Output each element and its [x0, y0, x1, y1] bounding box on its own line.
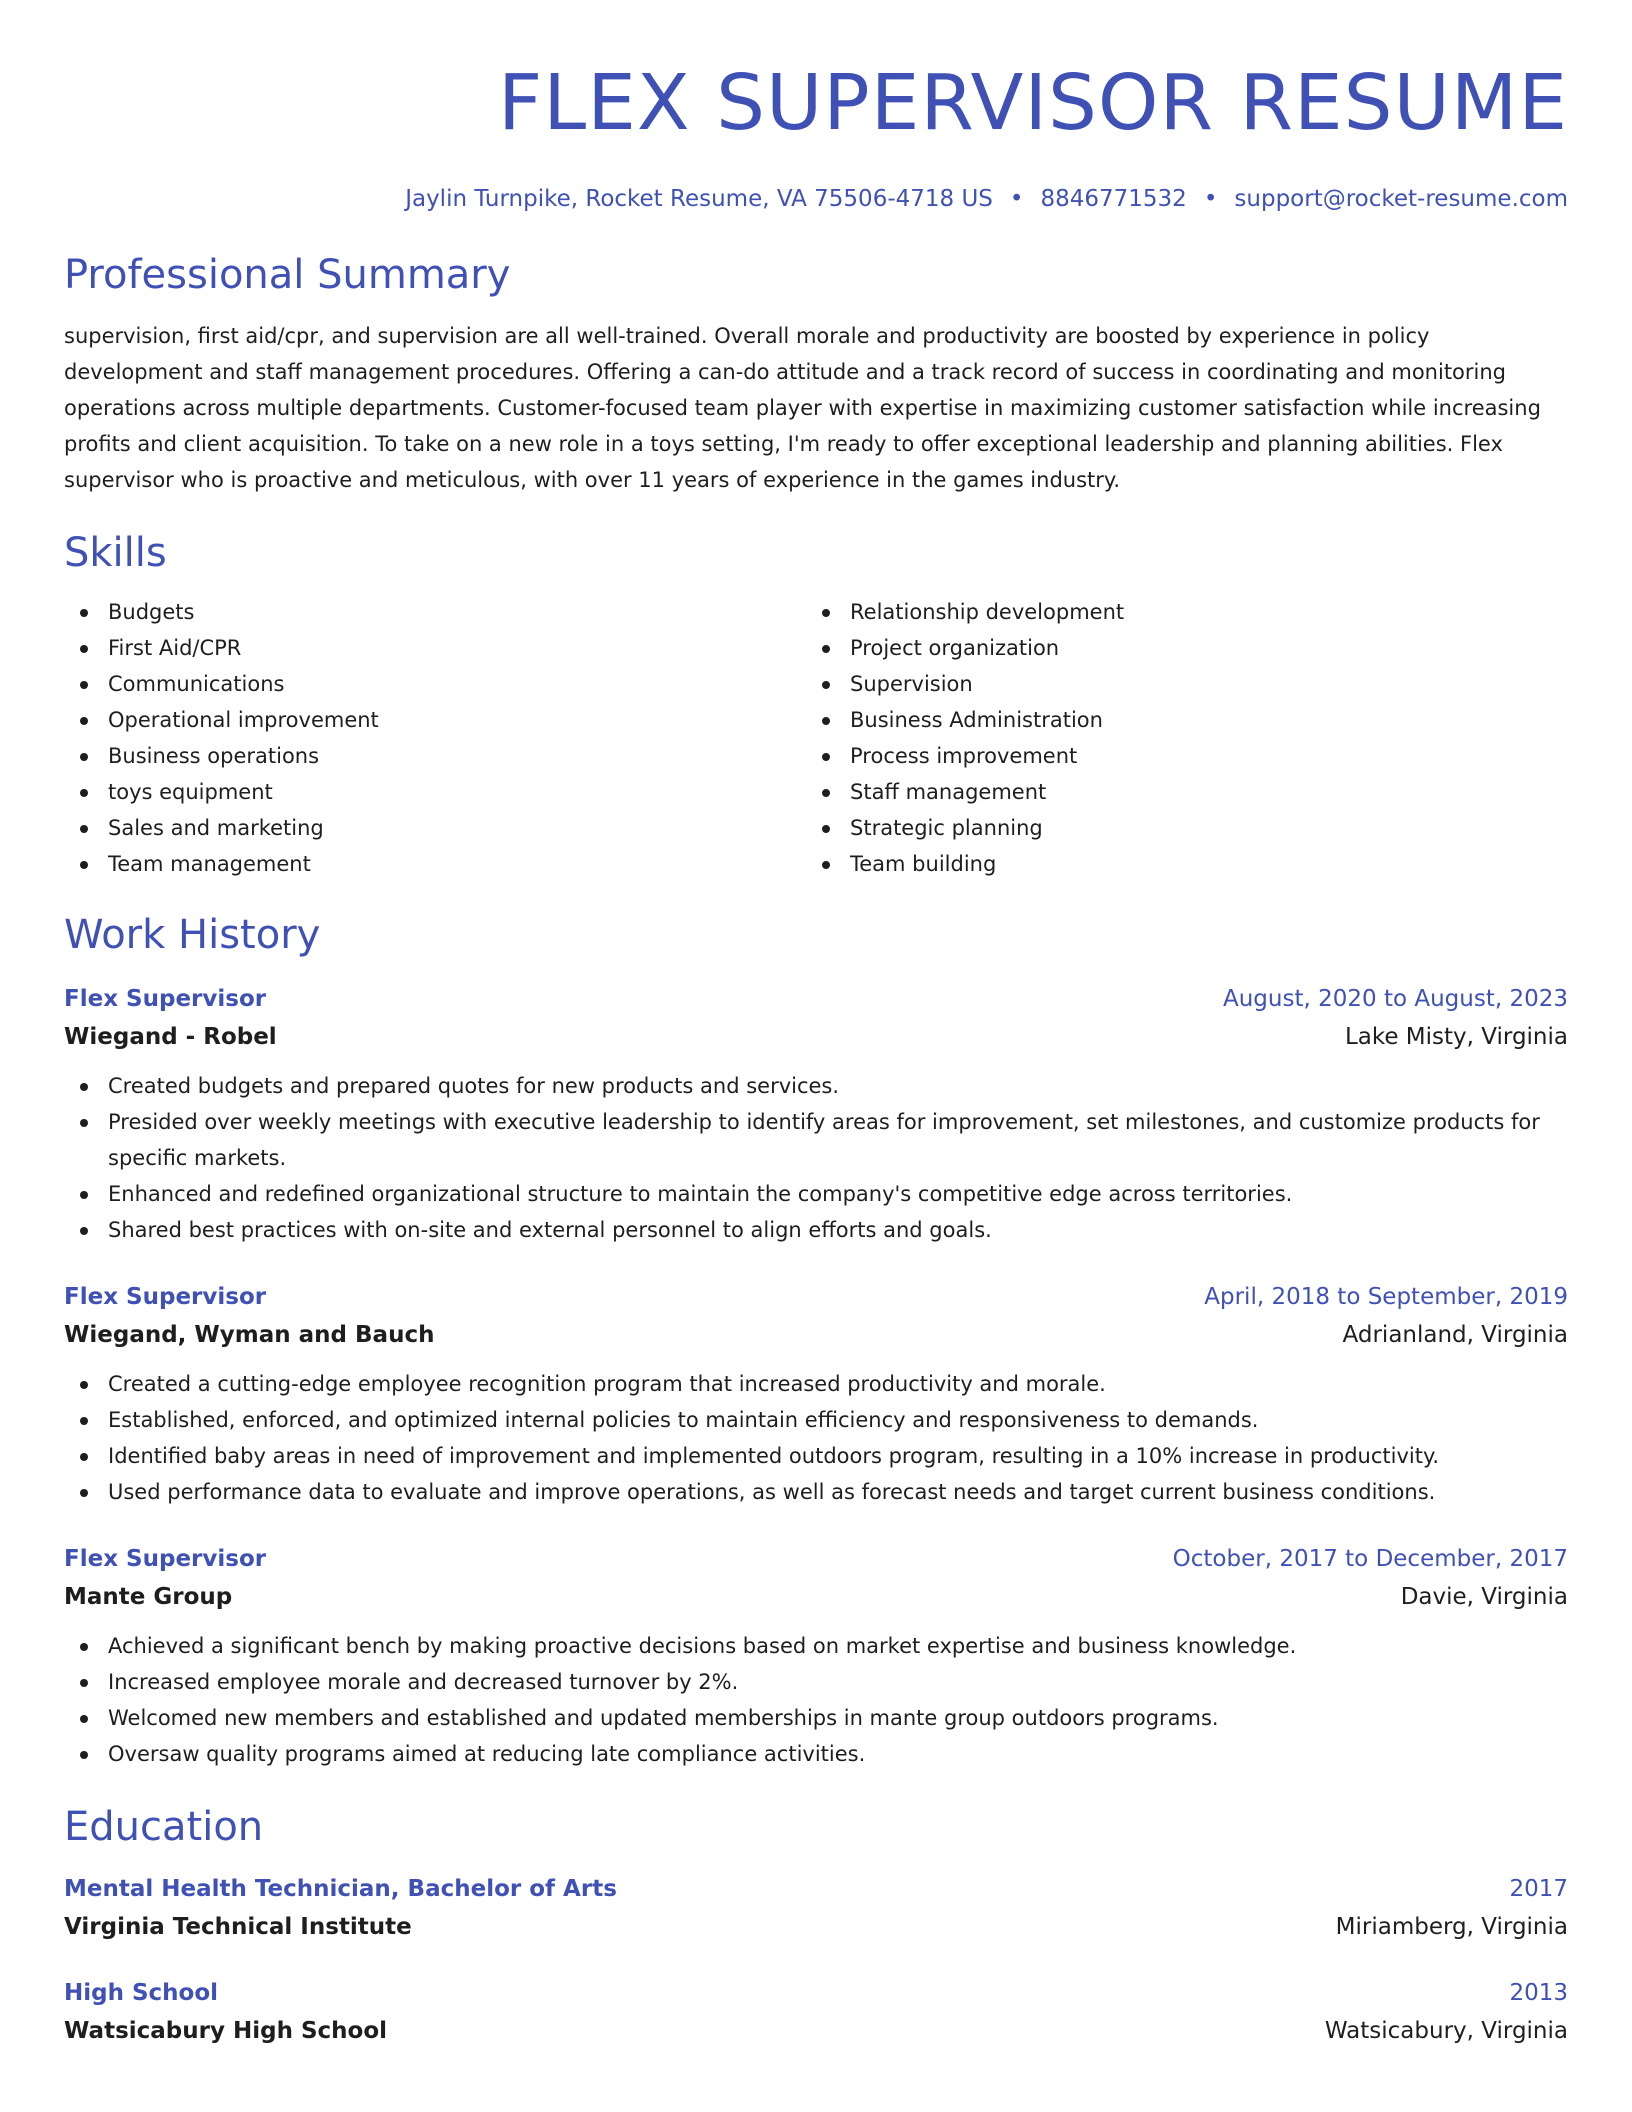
skill-item: Staff management	[806, 774, 1548, 810]
job-company: Wiegand - Robel	[64, 1024, 277, 1050]
job-bullet: Shared best practices with on-site and external personnel to align efforts and goals.	[64, 1212, 1568, 1248]
section-heading-work-history: Work History	[64, 912, 321, 958]
job-bullet: Used performance data to evaluate and improve operations, as well as forecast needs and target current business conditions.	[64, 1474, 1568, 1510]
job-bullet: Created a cutting-edge employee recognition program that increased productivity and morale.	[64, 1366, 1568, 1402]
section-heading-education: Education	[64, 1804, 264, 1850]
job-entry	[64, 1540, 1568, 1772]
contact-line	[64, 184, 1568, 214]
skill-item: Strategic planning	[806, 810, 1548, 846]
skill-item: Communications	[64, 666, 806, 702]
job-bullet: Established, enforced, and optimized internal policies to maintain efficiency and responsiveness to demands.	[64, 1402, 1568, 1438]
skills-grid	[64, 594, 1568, 882]
job-dates: April, 2018 to September, 2019	[1204, 1284, 1568, 1310]
job-bullets	[64, 1068, 1568, 1248]
contact-phone[interactable]: 8846771532	[1040, 186, 1187, 212]
job-company: Mante Group	[64, 1584, 233, 1610]
resume-title: FLEX SUPERVISOR RESUME	[498, 59, 1568, 148]
education-school-row	[64, 2012, 1568, 2050]
skill-item: Team management	[64, 846, 806, 882]
job-location: Lake Misty, Virginia	[1344, 1024, 1568, 1050]
skill-item: First Aid/CPR	[64, 630, 806, 666]
job-header-row	[64, 1278, 1568, 1316]
job-bullet: Oversaw quality programs aimed at reducing late compliance activities.	[64, 1736, 1568, 1772]
education-year: 2013	[1509, 1980, 1568, 2006]
education-degree: High School	[64, 1980, 219, 2006]
job-bullet: Enhanced and redefined organizational structure to maintain the company's competitive edge across territories.	[64, 1176, 1568, 1212]
contact-separator: •	[1203, 186, 1218, 212]
job-company-row	[64, 1018, 1568, 1056]
skill-item: Business operations	[64, 738, 806, 774]
job-bullets	[64, 1628, 1568, 1772]
job-title: Flex Supervisor	[64, 1546, 267, 1572]
section-heading-skills: Skills	[64, 530, 167, 576]
job-title: Flex Supervisor	[64, 1284, 267, 1310]
contact-email[interactable]: support@rocket-resume.com	[1234, 186, 1568, 212]
skills-column-left	[64, 594, 806, 882]
skill-item: Process improvement	[806, 738, 1548, 774]
education-school: Virginia Technical Institute	[64, 1914, 412, 1940]
section-heading-summary: Professional Summary	[64, 252, 511, 298]
resume-page	[64, 0, 1568, 2050]
job-bullet: Achieved a significant bench by making proactive decisions based on market expertise and business knowledge.	[64, 1628, 1568, 1664]
education-entry	[64, 1974, 1568, 2050]
job-entry	[64, 980, 1568, 1248]
job-header-row	[64, 1540, 1568, 1578]
job-location: Adrianland, Virginia	[1342, 1322, 1568, 1348]
job-company: Wiegand, Wyman and Bauch	[64, 1322, 435, 1348]
education-year: 2017	[1509, 1876, 1568, 1902]
skill-item: Operational improvement	[64, 702, 806, 738]
education-header-row	[64, 1974, 1568, 2012]
skill-item: Project organization	[806, 630, 1548, 666]
job-entry	[64, 1278, 1568, 1510]
summary-text: supervision, first aid/cpr, and supervision are all well-trained. Overall morale and productivity are boosted by experience in policy development and staff management procedures. Offering a can-do attitude and a track record of success in coordinating and monitoring operations across multiple departments. Customer-focused team player with expertise in maximizing customer satisfaction while increasing profits and client acquisition. To take on a new role in a toys setting, I'm ready to offer exceptional leadership and planning abilities. Flex supervisor who is proactive and meticulous, with over 11 years of experience in the games industry.	[64, 324, 1541, 492]
job-company-row	[64, 1578, 1568, 1616]
education-header-row	[64, 1870, 1568, 1908]
skill-item: toys equipment	[64, 774, 806, 810]
education-school: Watsicabury High School	[64, 2018, 388, 2044]
job-title: Flex Supervisor	[64, 986, 267, 1012]
job-bullet: Identified baby areas in need of improvement and implemented outdoors program, resulting in a 10% increase in productivity.	[64, 1438, 1568, 1474]
job-bullet: Welcomed new members and established and updated memberships in mante group outdoors programs.	[64, 1700, 1568, 1736]
skill-item: Relationship development	[806, 594, 1548, 630]
contact-address: Jaylin Turnpike, Rocket Resume, VA 75506-4718 US	[405, 186, 993, 212]
job-dates: October, 2017 to December, 2017	[1172, 1546, 1568, 1572]
contact-separator: •	[1009, 186, 1024, 212]
job-bullets	[64, 1366, 1568, 1510]
skill-item: Team building	[806, 846, 1548, 882]
job-bullet: Increased employee morale and decreased turnover by 2%.	[64, 1664, 1568, 1700]
skill-item: Budgets	[64, 594, 806, 630]
skill-item: Supervision	[806, 666, 1548, 702]
job-bullet: Presided over weekly meetings with executive leadership to identify areas for improvement, set milestones, and customize products for specific markets.	[64, 1104, 1568, 1176]
job-company-row	[64, 1316, 1568, 1354]
education-location: Watsicabury, Virginia	[1324, 2018, 1568, 2044]
education-entry	[64, 1870, 1568, 1946]
job-bullet: Created budgets and prepared quotes for new products and services.	[64, 1068, 1568, 1104]
skills-column-right	[806, 594, 1548, 882]
job-location: Davie, Virginia	[1400, 1584, 1568, 1610]
education-location: Miriamberg, Virginia	[1335, 1914, 1568, 1940]
education-school-row	[64, 1908, 1568, 1946]
skill-item: Sales and marketing	[64, 810, 806, 846]
education-degree: Mental Health Technician, Bachelor of Arts	[64, 1876, 617, 1902]
skill-item: Business Administration	[806, 702, 1548, 738]
job-dates: August, 2020 to August, 2023	[1223, 986, 1568, 1012]
job-header-row	[64, 980, 1568, 1018]
